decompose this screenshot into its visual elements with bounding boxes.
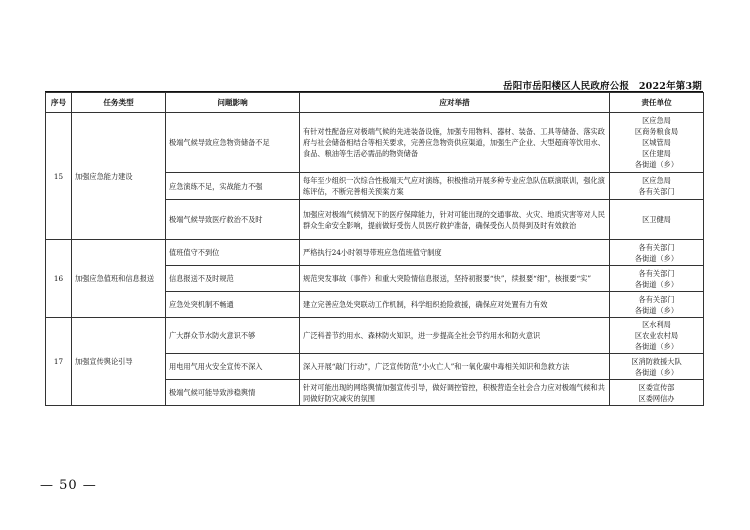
task-type: 加强应急值班和信息报送 bbox=[72, 240, 166, 318]
table-row bbox=[46, 113, 704, 173]
task-number: 16 bbox=[46, 240, 72, 318]
responsible-units bbox=[610, 200, 704, 240]
issue-cell: 极端气候可能导致涉稳舆情 bbox=[166, 380, 300, 406]
responsible-unit: 区委宣传部 bbox=[638, 382, 675, 392]
column-header: 序号 bbox=[46, 93, 72, 113]
page-number: — 50 — bbox=[40, 478, 97, 493]
measure-cell: 每年至少组织一次综合性极端天气应对演练，积极推动开展多种专业应急队伍联演联训，强化演练评估，不断完善相关预案方案 bbox=[300, 173, 610, 200]
issue-cell: 极端气候导致医疗救治不及时 bbox=[166, 200, 300, 240]
measure-cell: 针对可能出现的网络舆情加强宣传引导，做好调控管控，积极营造全社会合力应对极端气候和共同做好防灾减灾的氛围 bbox=[300, 380, 610, 406]
responsible-unit: 区农业农村局 bbox=[634, 331, 679, 340]
responsible-units bbox=[610, 318, 704, 354]
responsible-unit: 区水利局 bbox=[642, 320, 671, 329]
responsible-unit: 各街道（乡） bbox=[634, 305, 679, 315]
task-type: 加强应急能力建设 bbox=[72, 113, 166, 240]
task-type: 加强宣传舆论引导 bbox=[72, 318, 166, 406]
responsible-units bbox=[610, 173, 704, 200]
responsible-unit: 各街道（乡） bbox=[634, 160, 679, 169]
measure-cell: 广泛科普节约用水、森林防火知识，进一步提高全社会节约用水和防火意识 bbox=[300, 318, 610, 354]
responsible-unit: 区委网信办 bbox=[638, 393, 675, 403]
responsible-unit: 各有关部门 bbox=[638, 242, 675, 252]
task-table bbox=[45, 92, 704, 406]
responsible-unit: 各街道（乡） bbox=[634, 279, 679, 289]
responsible-unit: 各街道（乡） bbox=[634, 253, 679, 263]
responsible-unit: 区消防救援大队 bbox=[631, 356, 682, 366]
measure-cell: 规范突发事故（事件）和重大突险情信息报送，坚持初报要“快”，续报要“细”，核报要“实” bbox=[300, 266, 610, 292]
issue-cell: 应急演练不足，实战能力不强 bbox=[166, 173, 300, 200]
responsible-unit: 区住建局 bbox=[642, 149, 671, 158]
responsible-units bbox=[610, 266, 704, 292]
responsible-unit: 区商务粮食局 bbox=[634, 127, 679, 136]
table-row bbox=[46, 318, 704, 354]
responsible-unit: 各街道（乡） bbox=[634, 342, 679, 351]
task-number: 15 bbox=[46, 113, 72, 240]
issue-cell: 应急处突机制不畅通 bbox=[166, 292, 300, 318]
responsible-unit: 各有关部门 bbox=[638, 268, 675, 278]
responsible-unit: 区应急局 bbox=[642, 176, 671, 185]
responsible-unit: 各有关部门 bbox=[638, 187, 675, 196]
issue-cell: 值班值守不到位 bbox=[166, 240, 300, 266]
measure-cell: 有针对性配备应对极端气候的先进装备设施，加强专用物料、器材、装备、工具等储备、落实政府与社会储备相结合等相关要求，完善应急物资供应渠道，加强生产企业、大型超商等饮用水、食品、粮油等生活必需品的物资储备 bbox=[300, 113, 610, 173]
responsible-unit: 区卫健局 bbox=[642, 215, 671, 224]
column-header: 问题影响 bbox=[166, 93, 300, 113]
table-row bbox=[46, 240, 704, 266]
task-number: 17 bbox=[46, 318, 72, 406]
responsible-units bbox=[610, 354, 704, 380]
responsible-unit: 区城管局 bbox=[642, 138, 671, 147]
column-header: 应对举措 bbox=[300, 93, 610, 113]
column-header: 任务类型 bbox=[72, 93, 166, 113]
table-header-row bbox=[46, 93, 704, 113]
issue-cell: 信息报送不及时规范 bbox=[166, 266, 300, 292]
responsible-units bbox=[610, 292, 704, 318]
responsible-units bbox=[610, 113, 704, 173]
measure-cell: 加强应对极端气候情况下的医疗保障能力，针对可能出现的交通事故、火灾、地质灾害等对人民群众生命安全影响，提前做好受伤人员医疗救护准备，确保受伤人员得到及时有效救治 bbox=[300, 200, 610, 240]
bulletin-header: 岳阳市岳阳楼区人民政府公报 2022年第3期 bbox=[503, 81, 702, 92]
measure-cell: 深入开展“敲门行动”，广泛宣传防范“小火亡人”和一氧化碳中毒相关知识和急救方法 bbox=[300, 354, 610, 380]
issue-cell: 广大群众节水防火意识不够 bbox=[166, 318, 300, 354]
responsible-unit: 各有关部门 bbox=[638, 294, 675, 304]
responsible-unit: 区应急局 bbox=[642, 116, 671, 125]
responsible-unit: 各街道（乡） bbox=[634, 367, 679, 377]
responsible-units bbox=[610, 380, 704, 406]
issue-cell: 用电用气用火安全宣传不深入 bbox=[166, 354, 300, 380]
measure-cell: 建立完善应急处突联动工作机制，科学组织抢险救援，确保应对处置有力有效 bbox=[300, 292, 610, 318]
issue-cell: 极端气候导致应急物资储备不足 bbox=[166, 113, 300, 173]
responsible-units bbox=[610, 240, 704, 266]
measure-cell: 严格执行24小时领导带班应急值班值守制度 bbox=[300, 240, 610, 266]
column-header: 责任单位 bbox=[610, 93, 704, 113]
